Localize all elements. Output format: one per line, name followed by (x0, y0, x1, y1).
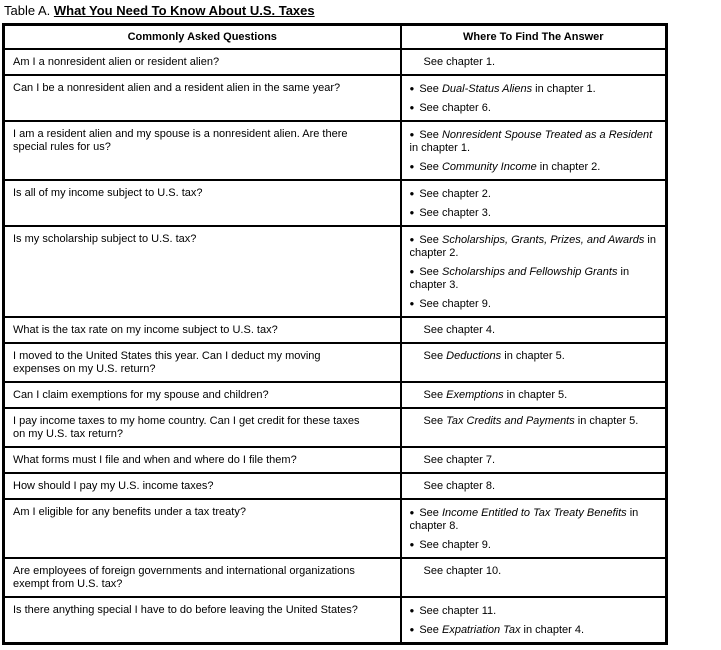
table-row (4, 597, 667, 644)
answer-text: in chapter 2. (536, 161, 601, 173)
table-row (4, 121, 667, 180)
question-cell: I am a resident alien and my spouse is a nonresident alien. Are there special rules for us? (4, 121, 401, 180)
bullet-icon: ● (409, 103, 415, 112)
column-header-answers: Where To Find The Answer (401, 25, 667, 50)
column-header-questions: Commonly Asked Questions (4, 25, 401, 50)
table-row (4, 473, 667, 499)
answer-cell (401, 597, 667, 644)
answer-cell (401, 226, 667, 317)
answer-text: in chapter 5. (574, 415, 639, 427)
answer-text: See chapter 8. (423, 480, 496, 492)
answer-text: See chapter 3. (419, 207, 491, 219)
question-cell: Is my scholarship subject to U.S. tax? (4, 226, 401, 317)
answer-text: See (423, 415, 447, 427)
answer-item (410, 415, 658, 428)
answer-cell (401, 343, 667, 382)
answer-text: in chapter 1. (409, 142, 471, 154)
question-cell: Is all of my income subject to U.S. tax? (4, 180, 401, 226)
answer-text: See (419, 266, 442, 278)
table-row (4, 343, 667, 382)
answer-text: See (419, 234, 442, 246)
answer-item (410, 233, 658, 260)
question-cell: Can I be a nonresident alien and a resident alien in the same year? (4, 75, 401, 121)
question-cell: Are employees of foreign governments and international organizations exempt from U.S. tax? (4, 558, 401, 597)
reference-title-text: Tax Credits and Payments (446, 415, 575, 427)
table-title (4, 3, 721, 18)
table-row (4, 317, 667, 343)
answer-text: in chapter 2. (409, 234, 656, 259)
question-cell: Am I a nonresident alien or resident alien? (4, 49, 401, 75)
answer-cell (401, 558, 667, 597)
answer-cell (401, 382, 667, 408)
question-cell: I pay income taxes to my home country. Can I get credit for these taxes on my U.S. tax return? (4, 408, 401, 447)
answer-item (410, 101, 658, 115)
answer-text: See (419, 129, 442, 141)
answer-item (410, 324, 658, 337)
answer-item (410, 206, 658, 220)
answer-cell (401, 499, 667, 558)
answer-item (410, 350, 658, 363)
question-cell: How should I pay my U.S. income taxes? (4, 473, 401, 499)
question-cell: I moved to the United States this year. Can I deduct my moving expenses on my U.S. return? (4, 343, 401, 382)
bullet-icon: ● (409, 625, 415, 634)
bullet-icon: ● (409, 189, 415, 198)
bullet-icon: ● (409, 606, 415, 615)
answer-text: See (419, 507, 442, 519)
answer-item (410, 565, 658, 578)
question-cell: Am I eligible for any benefits under a tax treaty? (4, 499, 401, 558)
bullet-icon: ● (409, 299, 415, 308)
table-header-row (4, 25, 667, 50)
answer-item (410, 56, 658, 69)
table-header (4, 25, 667, 50)
bullet-icon: ● (409, 130, 415, 139)
answer-item (410, 160, 658, 174)
answer-text: in chapter 8. (409, 507, 639, 532)
reference-title-text: Expatriation Tax (441, 624, 521, 636)
table-row (4, 408, 667, 447)
question-cell: Is there anything special I have to do before leaving the United States? (4, 597, 401, 644)
answer-text: See (419, 624, 442, 636)
answer-text: See chapter 1. (423, 56, 496, 68)
answer-item (410, 480, 658, 493)
answer-text: See chapter 4. (423, 324, 496, 336)
reference-title-text: Scholarships and Fellowship Grants (441, 266, 618, 278)
reference-title-text: Scholarships, Grants, Prizes, and Awards (441, 234, 645, 246)
answer-item (410, 623, 658, 637)
answer-item (410, 538, 658, 552)
table-body (4, 49, 667, 644)
answer-item (410, 187, 658, 201)
answer-text: in chapter 4. (520, 624, 585, 636)
answer-item (410, 297, 658, 311)
reference-title-text: Dual-Status Aliens (441, 83, 533, 95)
reference-title-text: Exemptions (446, 389, 504, 401)
answer-text: See chapter 2. (419, 188, 491, 200)
questions-answers-table (2, 23, 668, 645)
table-row (4, 499, 667, 558)
answer-text: See (423, 350, 447, 362)
bullet-icon: ● (409, 84, 415, 93)
answer-cell (401, 473, 667, 499)
answer-text: in chapter 5. (501, 350, 565, 362)
answer-text: See (419, 83, 442, 95)
reference-title-text: Community Income (441, 161, 537, 173)
table-row (4, 558, 667, 597)
bullet-icon: ● (409, 235, 415, 244)
table-row (4, 49, 667, 75)
table-title-text: What You Need To Know About U.S. Taxes (53, 3, 315, 18)
answer-item (410, 604, 658, 618)
answer-text: See chapter 6. (419, 102, 491, 114)
table-row (4, 75, 667, 121)
answer-cell (401, 317, 667, 343)
reference-title-text: Deductions (446, 350, 502, 362)
answer-text: in chapter 1. (532, 83, 596, 95)
answer-text: See chapter 9. (419, 298, 491, 310)
answer-text: See (419, 161, 442, 173)
answer-item (410, 506, 658, 533)
answer-text: See (423, 389, 447, 401)
answer-item (410, 128, 658, 155)
table-title-prefix: Table A. (4, 3, 51, 18)
table-row (4, 447, 667, 473)
bullet-icon: ● (409, 162, 415, 171)
answer-item (410, 389, 658, 402)
table-row (4, 382, 667, 408)
answer-text: in chapter 5. (503, 389, 568, 401)
answer-text: See chapter 9. (419, 539, 491, 551)
answer-text: See chapter 11. (419, 605, 497, 617)
answer-cell (401, 447, 667, 473)
bullet-icon: ● (409, 267, 415, 276)
answer-item (410, 265, 658, 292)
answer-item (410, 82, 658, 96)
table-row (4, 180, 667, 226)
answer-item (410, 454, 658, 467)
answer-text: See chapter 10. (423, 565, 502, 577)
table-row (4, 226, 667, 317)
answer-cell (401, 121, 667, 180)
answer-cell (401, 180, 667, 226)
question-cell: What forms must I file and when and where do I file them? (4, 447, 401, 473)
answer-cell (401, 408, 667, 447)
question-cell: Can I claim exemptions for my spouse and children? (4, 382, 401, 408)
reference-title-text: Income Entitled to Tax Treaty Benefits (441, 507, 627, 519)
question-cell: What is the tax rate on my income subject to U.S. tax? (4, 317, 401, 343)
bullet-icon: ● (409, 540, 415, 549)
answer-text: in chapter 3. (409, 266, 630, 291)
answer-cell (401, 75, 667, 121)
reference-title-text: Nonresident Spouse Treated as a Resident (441, 129, 653, 141)
answer-text: See chapter 7. (423, 454, 496, 466)
answer-cell (401, 49, 667, 75)
bullet-icon: ● (409, 208, 415, 217)
bullet-icon: ● (409, 508, 415, 517)
